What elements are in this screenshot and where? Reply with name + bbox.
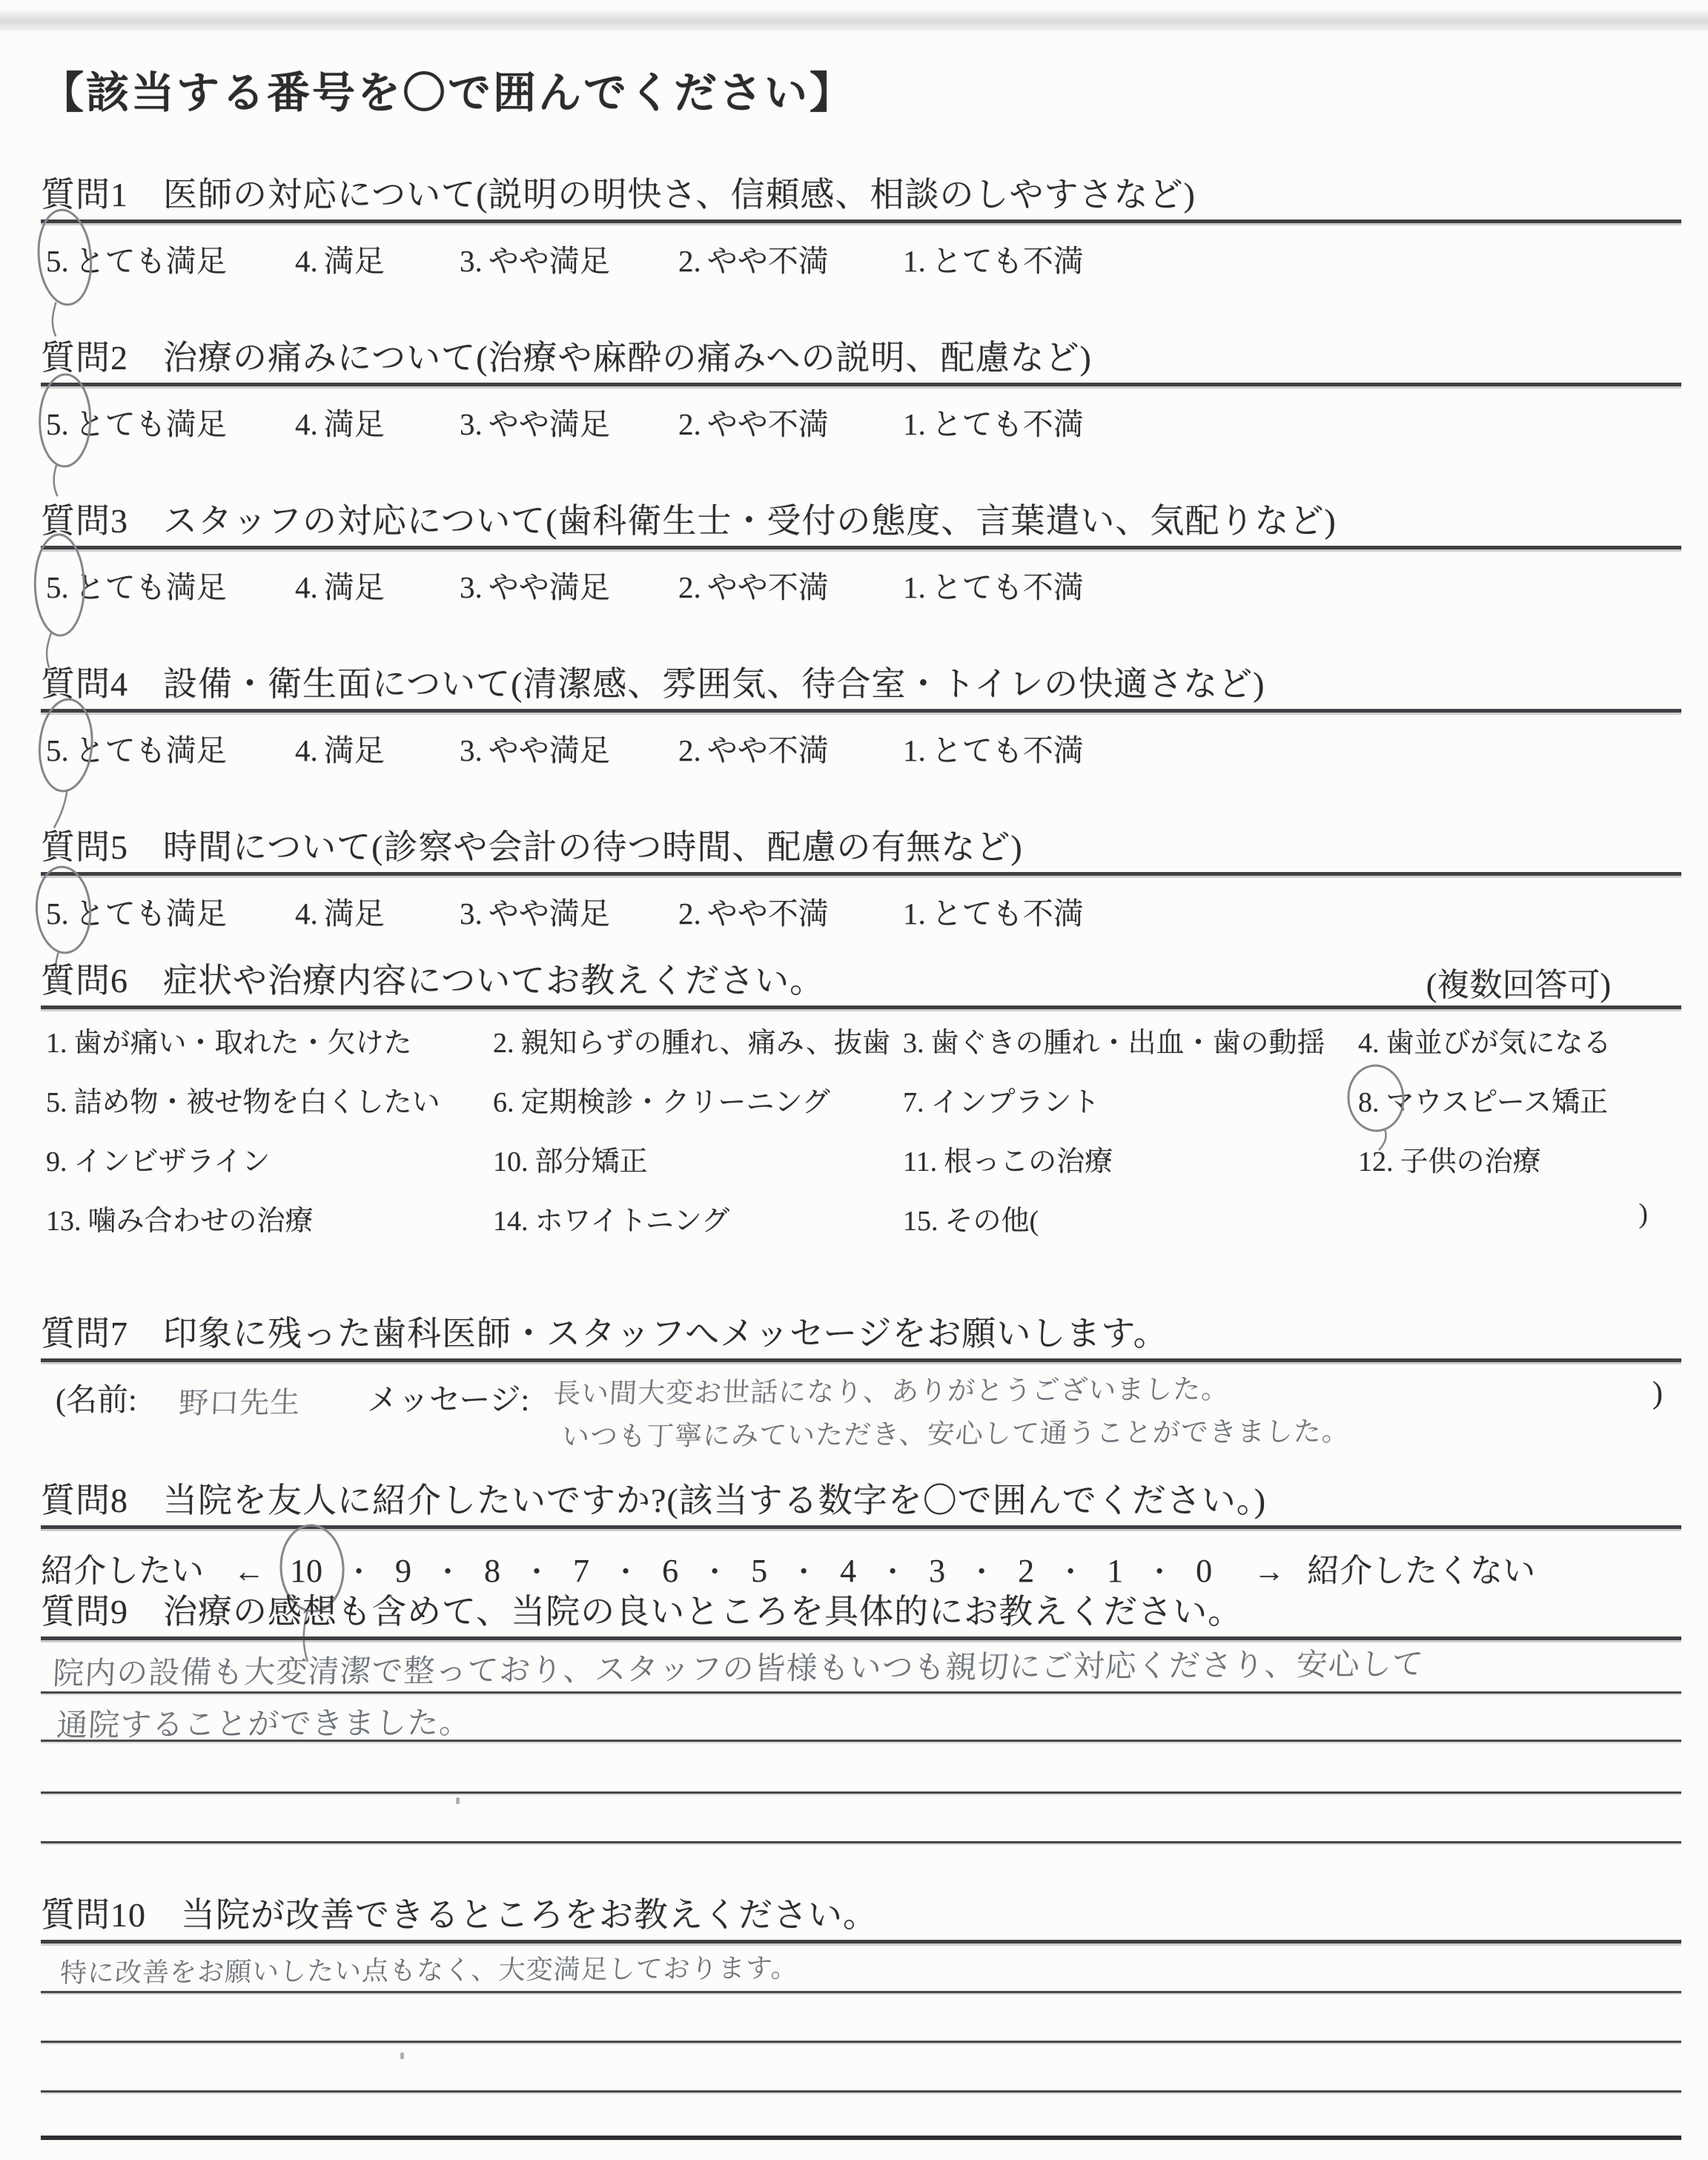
nps-scale-row: 紹介したい ← 10 ・ 9 ・ 8 ・ 7 ・ 6 ・ 5 ・ 4 ・ 3 ・ 2 ・ 1 ・ 0 → 紹介したくない xyxy=(41,1544,1681,1591)
answer-line-row xyxy=(41,1640,1681,1691)
answer-line-row xyxy=(41,1943,1681,1991)
question-6-section xyxy=(41,958,1681,1246)
question-5-section xyxy=(41,825,1681,944)
symptom-item-12: 12. 子供の治療 xyxy=(1358,1146,1541,1178)
rating-option-3: 3. やや満足 xyxy=(460,407,610,441)
symptom-row-4 xyxy=(41,1187,1681,1246)
name-label: (名前: xyxy=(56,1384,137,1418)
option-label: とても満足 xyxy=(74,244,227,278)
question-3-section xyxy=(41,498,1681,618)
question-title: 質問6 症状や治療内容についてお教えください。 xyxy=(41,962,825,1000)
rating-option-1: 1. とても不満 xyxy=(903,244,1084,278)
question-2-section xyxy=(41,335,1681,455)
rating-option-1: 1. とても不満 xyxy=(903,570,1084,604)
message-answer-row xyxy=(41,1370,1681,1487)
symptom-item-14: 14. ホワイトニング xyxy=(493,1206,730,1237)
survey-form xyxy=(41,0,1681,2160)
rating-option-4: 4. 満足 xyxy=(295,407,385,441)
handwritten-answer-line: 通院することができました。 xyxy=(56,1704,472,1743)
answer-line-row xyxy=(41,1742,1681,1791)
rating-options-row xyxy=(41,223,1681,291)
rating-option-2: 2. やや不満 xyxy=(678,733,829,767)
multiple-answers-note: (複数回答可) xyxy=(1426,967,1611,1003)
scale-number-1: 1 xyxy=(1107,1553,1124,1589)
symptom-item-4: 4. 歯並びが気になる xyxy=(1358,1028,1612,1059)
message-label: メッセージ: xyxy=(367,1384,530,1418)
rating-options-row xyxy=(41,713,1681,781)
question-title: 質問9 治療の感想も含めて、当院の良いところを具体的にお教えください。 xyxy=(41,1593,1243,1631)
scale-number-2: 2 xyxy=(1018,1553,1035,1589)
symptom-item-13: 13. 噛み合わせの治療 xyxy=(46,1206,314,1237)
left-arrow-icon: ← xyxy=(234,1555,265,1589)
answer-line-row xyxy=(41,2093,1681,2136)
rating-options-row xyxy=(41,549,1681,618)
scale-number-5: 5 xyxy=(751,1553,768,1589)
answer-line-row xyxy=(41,2043,1681,2090)
rating-option-1: 1. とても不満 xyxy=(903,896,1084,931)
scale-number-3: 3 xyxy=(929,1553,946,1589)
scale-number-4: 4 xyxy=(840,1553,857,1589)
rating-option-5: 5. とても満足 xyxy=(46,726,227,770)
separator-line xyxy=(41,1358,1681,1362)
symptom-item-8: 8. マウスピース矯正 xyxy=(1358,1079,1608,1120)
rating-option-2: 2. やや不満 xyxy=(678,896,829,931)
rating-options-row xyxy=(41,386,1681,455)
symptom-row-2 xyxy=(41,1069,1681,1128)
question-title: 質問8 当院を友人に紹介したいですか?(該当する数字を〇で囲んでください。) xyxy=(41,1482,1267,1519)
rating-option-5: 5. とても満足 xyxy=(46,563,227,607)
rating-option-5: 5. とても満足 xyxy=(46,400,227,443)
symptom-item-3: 3. 歯ぐきの腫れ・出血・歯の動揺 xyxy=(903,1028,1325,1059)
handwritten-message-line: いつも丁寧にみていただき、安心して通うことができました。 xyxy=(561,1415,1351,1453)
question-8-section xyxy=(41,1478,1681,1591)
symptom-item-2: 2. 親知らずの腫れ、痛み、抜歯 xyxy=(493,1028,891,1059)
answer-line-row xyxy=(41,1993,1681,2041)
scale-number-8: 8 xyxy=(484,1553,501,1589)
option-number: 5. xyxy=(46,244,69,278)
rating-option-2: 2. やや不満 xyxy=(678,407,829,441)
question-title: 質問5 時間について(診察や会計の待つ時間、配慮の有無など) xyxy=(41,828,1023,866)
rating-option-3: 3. やや満足 xyxy=(460,733,610,767)
symptom-item-10: 10. 部分矯正 xyxy=(493,1146,648,1178)
question-title: 質問10 当院が改善できるところをお教えください。 xyxy=(41,1896,878,1934)
answer-line-row xyxy=(41,1694,1681,1743)
rating-option-3: 3. やや満足 xyxy=(460,244,610,278)
right-arrow-icon: → xyxy=(1254,1555,1285,1589)
rating-option-3: 3. やや満足 xyxy=(460,896,610,931)
close-paren: ) xyxy=(1652,1376,1663,1410)
rating-option-4: 4. 満足 xyxy=(295,570,385,604)
rating-option-2: 2. やや不満 xyxy=(678,570,829,604)
scale-left-label: 紹介したい xyxy=(41,1553,204,1589)
rating-option-5 xyxy=(46,237,227,280)
answer-rule-line xyxy=(41,1841,1681,1843)
other-close-paren: ) xyxy=(1638,1198,1648,1229)
page-bottom-rule xyxy=(41,2136,1681,2140)
rating-option-3: 3. やや満足 xyxy=(460,570,610,604)
question-4-section xyxy=(41,661,1681,781)
rating-options-row xyxy=(41,876,1681,944)
rating-option-4: 4. 満足 xyxy=(295,244,385,278)
rating-option-1: 1. とても不満 xyxy=(903,733,1084,767)
scale-number-6: 6 xyxy=(662,1553,679,1589)
handwritten-message-line: 長い間大変お世話になり、ありがとうございました。 xyxy=(552,1373,1231,1410)
scale-number-0: 0 xyxy=(1196,1553,1213,1589)
question-title: 質問7 印象に残った歯科医師・スタッフへメッセージをお願いします。 xyxy=(41,1315,1168,1353)
rating-option-5: 5. とても満足 xyxy=(46,889,227,933)
symptom-item-9: 9. インビザライン xyxy=(46,1146,271,1178)
question-7-section xyxy=(41,1311,1681,1487)
question-title: 質問2 治療の痛みについて(治療や麻酔の痛みへの説明、配慮など) xyxy=(41,339,1092,377)
question-title: 質問1 医師の対応について(説明の明快さ、信頼感、相談のしやすさなど) xyxy=(41,176,1196,214)
question-9-section xyxy=(41,1589,1681,1843)
handwritten-answer-line: 特に改善をお願いしたい点もなく、大変満足しております。 xyxy=(59,1953,799,1989)
handwritten-answer-line: 院内の設備も大変清潔で整っており、スタッフの皆様もいつも親切にご対応くださり、安心して xyxy=(52,1645,1426,1691)
symptom-item-15: 15. その他( xyxy=(903,1206,1039,1237)
symptom-item-11: 11. 根っこの治療 xyxy=(903,1146,1113,1178)
separator-line xyxy=(41,1525,1681,1529)
scale-number-9: 9 xyxy=(395,1553,412,1589)
form-heading: 【該当する番号を〇で囲んでください】 xyxy=(41,69,855,117)
scale-number-10: 10 xyxy=(290,1552,322,1590)
rating-option-1: 1. とても不満 xyxy=(903,407,1084,441)
scale-number-7: 7 xyxy=(573,1553,590,1589)
rating-option-4: 4. 満足 xyxy=(295,896,385,931)
symptom-row-3 xyxy=(41,1128,1681,1187)
symptom-item-1: 1. 歯が痛い・取れた・欠けた xyxy=(46,1028,412,1059)
scale-right-label: 紹介したくない xyxy=(1307,1553,1536,1589)
question-10-section xyxy=(41,1892,1681,2140)
rating-option-4: 4. 満足 xyxy=(295,733,385,767)
symptom-item-5: 5. 詰め物・被せ物を白くしたい xyxy=(46,1087,440,1118)
symptom-item-6: 6. 定期検診・クリーニング xyxy=(493,1087,830,1118)
question-title: 質問3 スタッフの対応について(歯科衛生士・受付の態度、言葉遣い、気配りなど) xyxy=(41,502,1337,540)
question-title: 質問4 設備・衛生面について(清潔感、雰囲気、待合室・トイレの快適さなど) xyxy=(41,665,1265,703)
answer-line-row xyxy=(41,1794,1681,1841)
rating-option-2: 2. やや不満 xyxy=(678,244,829,278)
handwritten-name: 野口先生 xyxy=(178,1385,302,1421)
symptom-item-7: 7. インプラント xyxy=(903,1087,1100,1118)
symptom-row-1 xyxy=(41,1009,1681,1069)
question-1-section xyxy=(41,172,1681,291)
